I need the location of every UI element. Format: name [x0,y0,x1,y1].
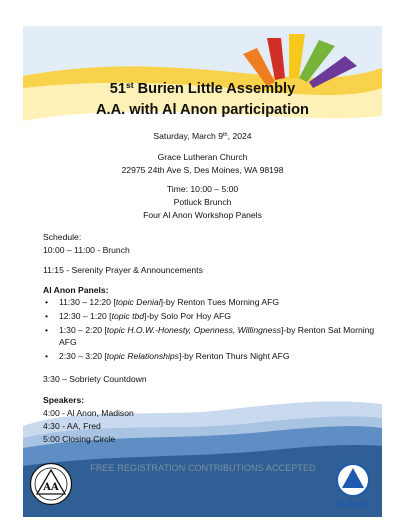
alanon-logo-icon [329,462,377,512]
bullet-dot: • [45,311,49,321]
speakers-heading: Speakers: [43,395,85,405]
bullet-dot: • [45,325,49,335]
closing-circle: 5:00 Closing Circle [43,434,116,444]
panels-heading: Al Anon Panels: [43,285,109,295]
bullet-dot: • [45,351,49,361]
event-address: 22975 24th Ave S, Des Moines, WA 98198 [121,165,284,175]
schedule-heading: Schedule: [43,232,82,242]
schedule-item-brunch: 10:00 – 11:00 - Brunch [43,245,130,255]
bullet-dot: • [45,297,49,307]
sobriety-countdown: 3:30 – Sobriety Countdown [43,374,147,384]
footer-note: FREE REGISTRATION CONTRIBUTIONS ACCEPTED [90,463,316,473]
event-brunch: Potluck Brunch [173,197,232,207]
event-time: Time: 10:00 – 5:00 [166,184,239,194]
event-venue: Grace Lutheran Church [157,152,248,162]
alanon-logo-text: Al-Anon [335,499,371,509]
event-panels-note: Four Al Anon Workshop Panels [143,210,262,220]
event-date: Saturday, March 9th, 2024 [153,131,252,141]
aa-logo-text: AA [43,482,59,493]
speaker-item: 4:00 - Al Anon, Madison [43,408,134,418]
flyer-frame: 51st Burien Little Assembly A.A. with Al Anon participation Saturday, March 9th, 2024 Grace Lutheran Church 22975 24th Ave S, Des Moines, WA 98198 Time: 10:00 – 5:00 Potluck Brunch Four Al Anon Workshop Panels Schedule: 10:00 – 11:00 - Brunch 11:15 - Serenity Prayer & Announcements Al Anon Panels: • 11:30 – 12:20 [topic Denial]-by Renton Tues Morning AFG • 12:30 – 1:20 [topic tbd]-by Solo Por Hoy AFG • 1:30 – 2:20 [topic H.O.W.-Honesty, Openness, Willingness]-by Renton Sat Morning AFG • 2:30 – 3:20 [topic Relationships]-by Renton Thurs Night AFG 3:30 – Sobriety Countdown Speakers: 4:00 - Al Anon, Madison 4:30 - AA, Fred 5:00 Closing Circle FREE REGISTRATION CONTRIBUTIONS ACCEPTED AA Al-Anon [23,26,382,517]
speaker-item: 4:30 - AA, Fred [43,421,101,431]
flyer-title-line2: A.A. with Al Anon participation [96,102,309,118]
aa-logo-icon [29,462,73,506]
schedule-item-prayer: 11:15 - Serenity Prayer & Announcements [43,265,203,275]
flyer-title-line1: 51st Burien Little Assembly [109,80,296,97]
